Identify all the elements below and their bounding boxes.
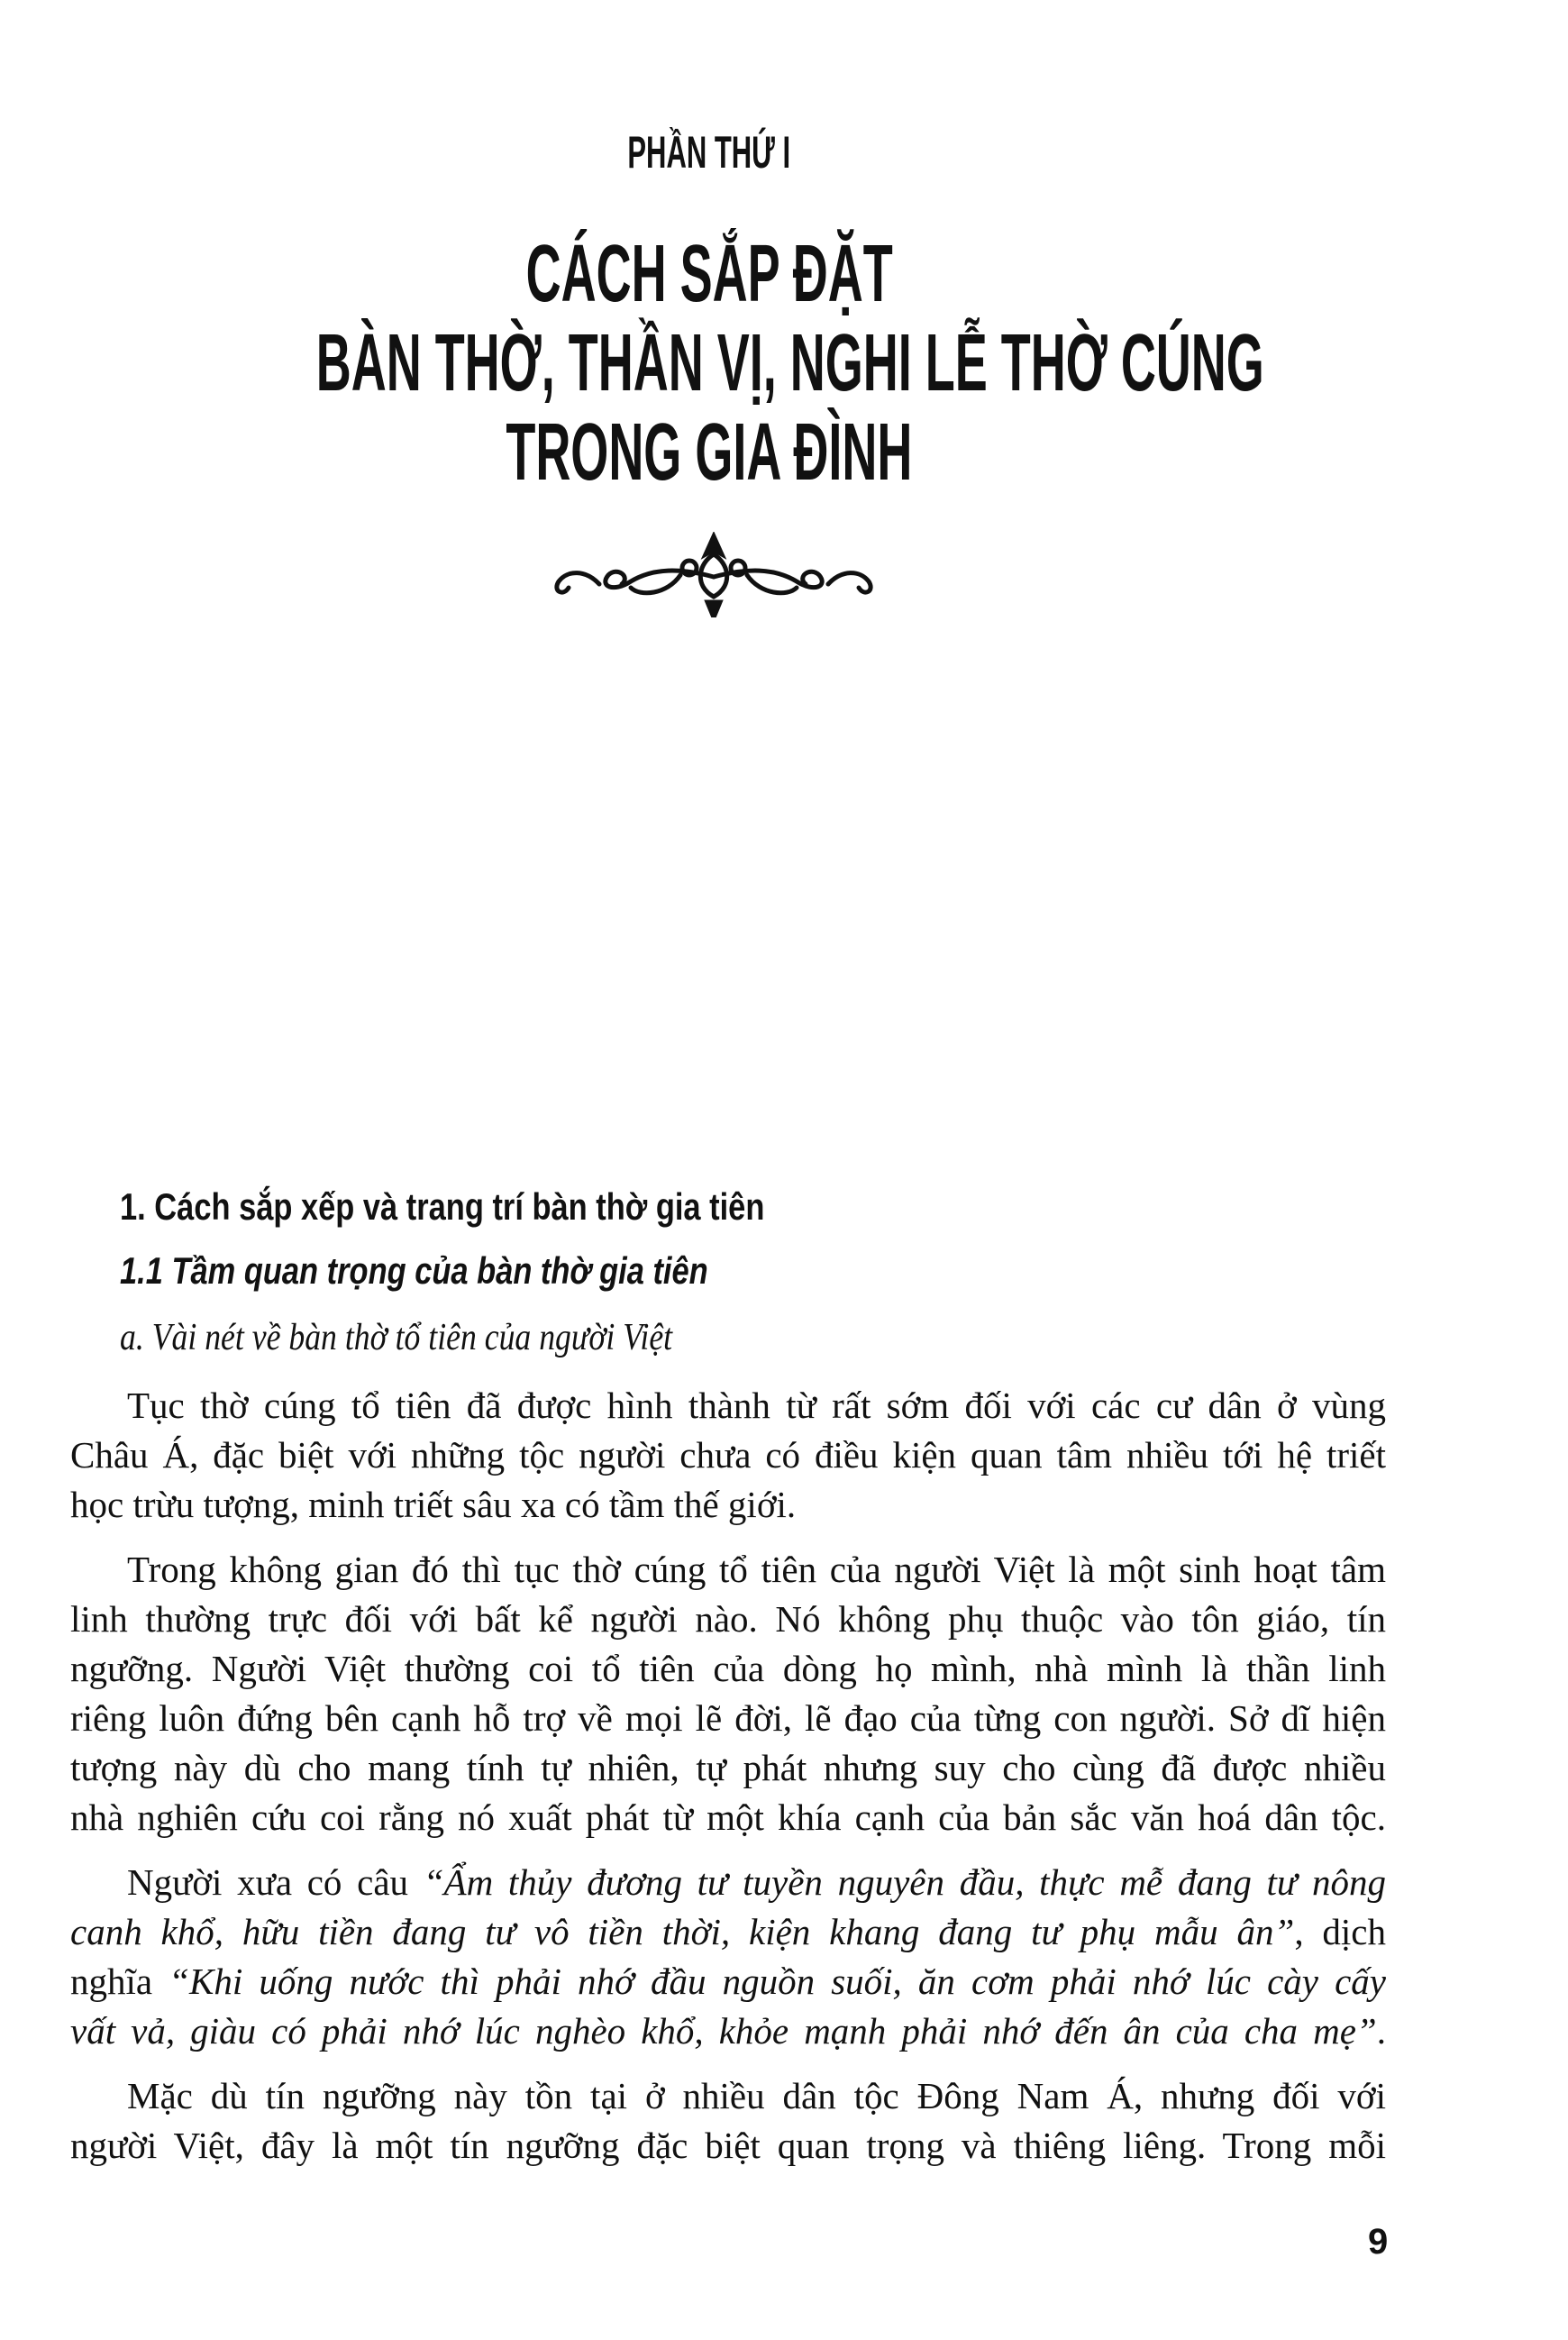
- subsection-heading: 1.1 Tầm quan trọng của bàn thờ gia tiên: [120, 1249, 708, 1292]
- title-line: BÀN THỜ, THẦN VỊ, NGHI LỄ THỜ CÚNG: [315, 318, 1264, 408]
- text-line: [70, 1480, 1386, 1530]
- text-segment: ngưỡng. Người Việt thường coi tổ tiên của dòng họ mình, nhà mình là thần linh: [70, 1648, 1386, 1689]
- text-line: [70, 1858, 1386, 1907]
- text-line: [70, 1431, 1386, 1480]
- italic-quote-segment: canh khổ, hữu tiền đang tư vô tiền thời, kiện khang đang tư phụ mẫu ân”: [70, 1911, 1295, 1952]
- text-segment: học trừu tượng, minh triết sâu xa có tầm thế giới.: [70, 1484, 797, 1525]
- text-line: [70, 2071, 1386, 2121]
- subsubsection-heading: a. Vài nét về bàn thờ tổ tiên của người Việt: [120, 1317, 673, 1358]
- part-label-text: PHẦN THỨ I: [627, 127, 791, 178]
- text-line: [70, 1694, 1386, 1743]
- section-heading: 1. Cách sắp xếp và trang trí bàn thờ gia tiên: [120, 1185, 765, 1228]
- text-segment: Châu Á, đặc biệt với những tộc người chưa có điều kiện quan tâm nhiều tới hệ triết: [70, 1434, 1386, 1476]
- paragraph: [70, 2071, 1386, 2171]
- scroll-ornament-icon: [545, 532, 883, 617]
- chapter-title: [0, 230, 1418, 498]
- text-segment: người Việt, đây là một tín ngưỡng đặc biệt quan trọng và thiêng liêng. Trong mỗi: [70, 2125, 1386, 2166]
- text-line: [70, 1595, 1386, 1644]
- text-segment: Người xưa có câu: [127, 1861, 424, 1903]
- text-segment: Trong không gian đó thì tục thờ cúng tổ tiên của người Việt là một sinh hoạt tâm: [127, 1549, 1386, 1590]
- italic-quote-segment: “Khi uống nước thì phải nhớ đầu nguồn suối, ăn cơm phải nhớ lúc cày cấy: [169, 1961, 1386, 2002]
- text-segment: tượng này dù cho mang tính tự nhiên, tự phát nhưng suy cho cùng đã được nhiều: [70, 1747, 1386, 1788]
- body-text: [70, 1381, 1386, 2186]
- title-line: CÁCH SẮP ĐẶT: [525, 229, 893, 319]
- page-number: 9: [1368, 2222, 1389, 2262]
- text-segment: , dịch: [1294, 1911, 1387, 1952]
- part-label: [0, 126, 1418, 178]
- text-segment: Mặc dù tín ngưỡng này tồn tại ở nhiều dân tộc Đông Nam Á, nhưng đối với: [127, 2075, 1386, 2116]
- text-line: [70, 1644, 1386, 1694]
- text-line: [70, 1907, 1386, 1957]
- text-line: [70, 2121, 1386, 2171]
- text-segment: Tục thờ cúng tổ tiên đã được hình thành từ rất sớm đối với các cư dân ở vùng: [127, 1385, 1386, 1426]
- paragraph: [70, 1858, 1386, 2056]
- paragraph: [70, 1381, 1386, 1530]
- text-segment: linh thường trực đối với bất kể người nào. Nó không phụ thuộc vào tôn giáo, tín: [70, 1598, 1386, 1640]
- title-line: TRONG GIA ĐÌNH: [506, 407, 913, 498]
- text-segment: riêng luôn đứng bên cạnh hỗ trợ về mọi lẽ đời, lẽ đạo của từng con người. Sở dĩ hiện: [70, 1697, 1386, 1739]
- text-segment: nghĩa: [70, 1961, 169, 2002]
- text-segment: nhà nghiên cứu coi rằng nó xuất phát từ một khía cạnh của bản sắc văn hoá dân tộc.: [70, 1796, 1386, 1838]
- text-line: [70, 2006, 1386, 2056]
- italic-quote-segment: “Ẩm thủy đương tư tuyền nguyên đầu, thực mễ đang tư nông: [423, 1861, 1387, 1903]
- text-line: [70, 1793, 1386, 1842]
- italic-quote-segment: vất vả, giàu có phải nhớ lúc nghèo khổ, khỏe mạnh phải nhớ đến ân của cha mẹ”: [70, 2010, 1377, 2052]
- text-line: [70, 1545, 1386, 1595]
- text-line: [70, 1957, 1386, 2006]
- text-segment: .: [1376, 2010, 1386, 2052]
- paragraph: [70, 1545, 1386, 1842]
- text-line: [70, 1743, 1386, 1793]
- text-line: [70, 1381, 1386, 1431]
